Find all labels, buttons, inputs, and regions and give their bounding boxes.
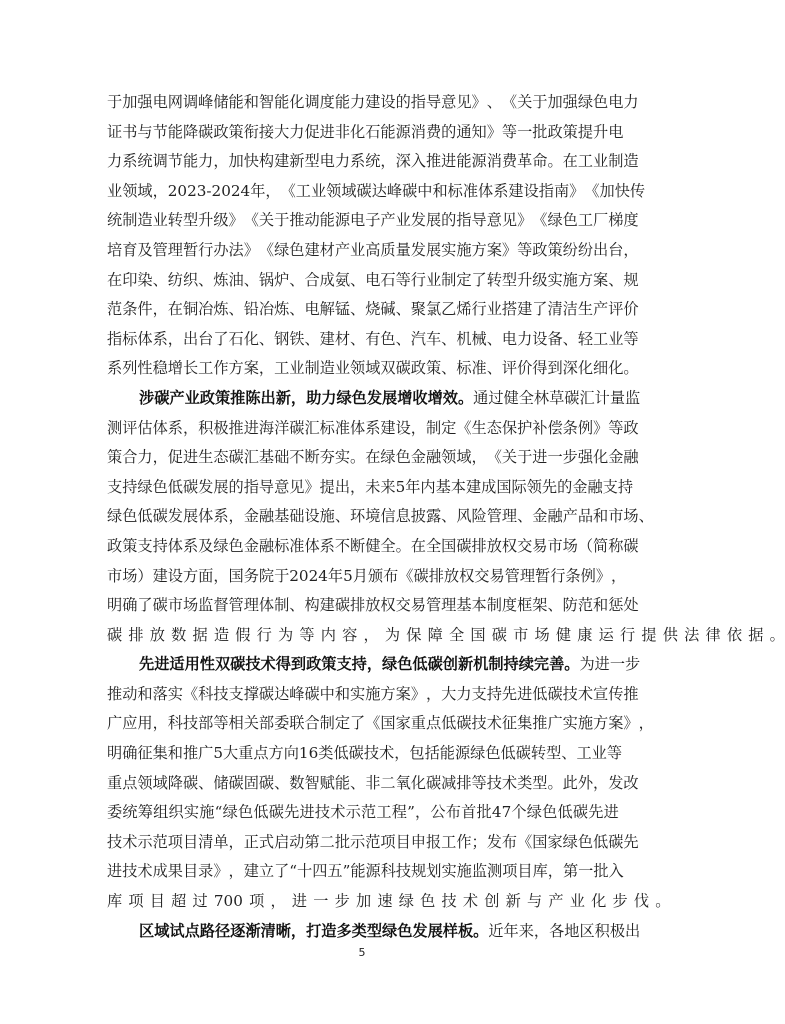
text-line: 支 持 绿 色 低 碳 发 展 的 指 导 意 见 》 提 出 ， 未 来 5 年 内 基 本 建 成 国 际 领 先 的 金 融 支 持 <box>107 477 634 496</box>
text-line: 范 条 件 ， 在 铜 冶 炼 、 铅 冶 炼 、 电 解 锰 、 烧 碱 、 聚 氯 乙 烯 行 业 搭 建 了 清 洁 生 产 评 价 <box>107 300 639 319</box>
text-line: 指 标 体 系 ， 出 台 了 石 化 、 钢 铁 、 建 材 、 有 色 、 汽 车 、 机 械 、 电 力 设 备 、 轻 工 业 等 <box>107 329 639 348</box>
page-number: 5 <box>358 946 366 959</box>
paragraph-lead-line: 先 进 适 用 性 双 碳 技 术 得 到 政 策 支 持 ， 绿 色 低 碳 创 新 机 制 持 续 完 善 。 为 进 一 步 <box>139 655 641 674</box>
text-line: 在 印 染 、 纺 织 、 炼 油 、 锅 炉 、 合 成 氨 、 电 石 等 行 业 制 定 了 转 型 升 级 实 施 方 案 、 规 <box>107 270 639 289</box>
text-line: 于 加 强 电 网 调 峰 储 能 和 智 能 化 调 度 能 力 建 设 的 指 导 意 见 》 、 《 关 于 加 强 绿 色 电 力 <box>107 93 639 111</box>
text-line: 推 动 和 落 实 《 科 技 支 撑 碳 达 峰 碳 中 和 实 施 方 案 》 ， 大 力 支 持 先 进 低 碳 技 术 宣 传 推 <box>107 684 639 703</box>
text-line: 政 策 支 持 体 系 及 绿 色 金 融 标 准 体 系 不 断 健 全 。 在 全 国 碳 排 放 权 交 易 市 场 （ 简 称 碳 <box>107 536 639 555</box>
text-line: 碳 排 放 数 据 造 假 行 为 等 内 容 ， 为 保 障 全 国 碳 市 场 健 康 运 行 提 供 法 律 依 据 。 <box>107 625 785 644</box>
text-line: 明 确 了 碳 市 场 监 督 管 理 体 制 、 构 建 碳 排 放 权 交 易 管 理 基 本 制 度 框 架 、 防 范 和 惩 处 <box>107 596 639 615</box>
text-line: 明 确 征 集 和 推 广 5 大 重 点 方 向 16 类 低 碳 技 术 ， 包 括 能 源 绿 色 低 碳 转 型 、 工 业 等 <box>107 744 622 763</box>
text-line: 广 应 用 ， 科 技 部 等 相 关 部 委 联 合 制 定 了 《 国 家 重 点 低 碳 技 术 征 集 推 广 实 施 方 案 》 ， <box>107 714 654 733</box>
text-line: 统 制 造 业 转 型 升 级 》 《 关 于 推 动 能 源 电 子 产 业 发 展 的 指 导 意 见 》 《 绿 色 工 厂 梯 度 <box>107 211 639 230</box>
text-line: 市 场 ） 建 设 方 面 ， 国 务 院 于 2024 年 5 月 颁 布 《 碳 排 放 权 交 易 管 理 暂 行 条 例 》 ， <box>107 566 627 585</box>
text-line: 技 术 示 范 项 目 清 单 ， 正 式 启 动 第 二 批 示 范 项 目 申 报 工 作 ； 发 布 《 国 家 绿 色 低 碳 先 <box>107 832 639 851</box>
text-line: 进 技 术 成 果 目 录 》 ， 建 立 了 “ 十 四 五 ” 能 源 科 技 规 划 实 施 监 测 项 目 库 ， 第 一 批 入 <box>107 862 624 881</box>
text-line: 证 书 与 节 能 降 碳 政 策 衔 接 大 力 促 进 非 化 石 能 源 消 费 的 通 知 》 等 一 批 政 策 提 升 电 <box>107 122 624 141</box>
body-text <box>107 88 785 946</box>
text-line: 培 育 及 管 理 暂 行 办 法 》 《 绿 色 建 材 产 业 高 质 量 发 展 实 施 方 案 》 等 政 策 纷 纷 出 台 ， <box>107 240 639 259</box>
text-line: 力 系 统 调 节 能 力 ， 加 快 构 建 新 型 电 力 系 统 ， 深 入 推 进 能 源 消 费 革 命 。 在 工 业 制 造 <box>107 152 639 171</box>
text-line: 系 列 性 稳 增 长 工 作 方 案 ， 工 业 制 造 业 领 域 双 碳 政 策 、 标 准 、 评 价 得 到 深 化 细 化 。 <box>107 359 639 378</box>
text-line: 委 统 筹 组 织 实 施 “ 绿 色 低 碳 先 进 技 术 示 范 工 程 ” ， 公 布 首 批 47 个 绿 色 低 碳 先 进 <box>107 803 619 822</box>
text-line: 重 点 领 域 降 碳 、 储 碳 固 碳 、 数 智 赋 能 、 非 二 氧 化 碳 减 排 等 技 术 类 型 。 此 外 ， 发 改 <box>107 773 639 792</box>
text-line: 绿 色 低 碳 发 展 体 系 ， 金 融 基 础 设 施 、 环 境 信 息 披 露 、 风 险 管 理 、 金 融 产 品 和 市 场 、 <box>107 507 654 526</box>
text-line: 库 项 目 超 过 700 项 ， 进 一 步 加 速 绿 色 技 术 创 新 与 产 业 化 步 伐 。 <box>107 892 671 911</box>
text-line: 业 领 域 ， 2023-2024 年 ， 《 工 业 领 域 碳 达 峰 碳 中 和 标 准 体 系 建 设 指 南 》 《 加 快 传 <box>107 181 646 200</box>
paragraph-lead-line: 区 域 试 点 路 径 逐 渐 清 晰 ， 打 造 多 类 型 绿 色 发 展 样 板 。 近 年 来 ， 各 地 区 积 极 出 <box>139 921 641 940</box>
text-line: 策 合 力 ， 促 进 生 态 碳 汇 基 础 不 断 夯 实 。 在 绿 色 金 融 领 域 ， 《 关 于 进 一 步 强 化 金 融 <box>107 448 639 467</box>
paragraph-lead-line: 涉 碳 产 业 政 策 推 陈 出 新 ， 助 力 绿 色 发 展 增 收 增 效 。 通 过 健 全 林 草 碳 汇 计 量 监 <box>139 388 641 407</box>
text-line: 测 评 估 体 系 ， 积 极 推 进 海 洋 碳 汇 标 准 体 系 建 设 ， 制 定 《 生 态 保 护 补 偿 条 例 》 等 政 <box>107 418 639 437</box>
